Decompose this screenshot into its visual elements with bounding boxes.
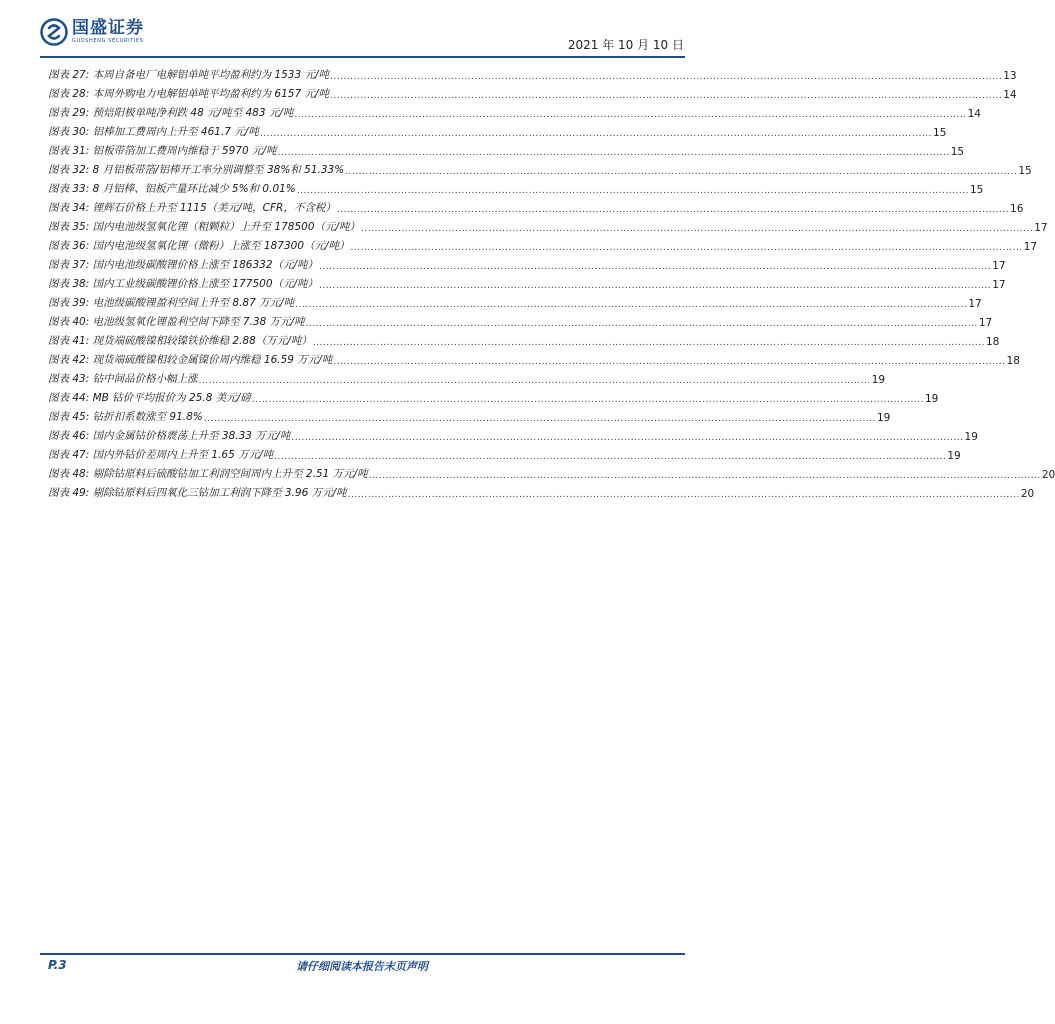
toc-entry-title[interactable]: 图表 34: 锂辉石价格上升至 1115（美元/吨，CFR，不含税） xyxy=(48,202,336,214)
brand-logo-icon xyxy=(40,18,68,46)
brand-name-en: GUOSHENG SECURITIES xyxy=(72,38,144,44)
toc-entry-title[interactable]: 图表 47: 国内外钴价差周内上升至 1.65 万元/吨 xyxy=(48,449,274,461)
toc-leader-dots: ........................................................................................................................................................................................................ xyxy=(345,167,1018,177)
toc-leader-dots: ........................................................................................................................................................................................................ xyxy=(294,110,967,120)
toc-leader-dots: ........................................................................................................................................................................................................ xyxy=(347,490,1020,500)
toc-leader-dots: ........................................................................................................................................................................................................ xyxy=(330,72,1003,82)
toc-leader-dots: ........................................................................................................................................................................................................ xyxy=(251,395,924,405)
toc-entry-title[interactable]: 图表 48: 剔除钴原料后硫酸钴加工利润空间周内上升至 2.51 万元/吨 xyxy=(48,468,368,480)
toc-entry-title[interactable]: 图表 30: 铝棒加工费周内上升至 461.7 元/吨 xyxy=(48,126,259,138)
toc-entry[interactable] xyxy=(48,462,1055,481)
toc-entry-page[interactable]: 17 xyxy=(992,279,1006,291)
brand-logo xyxy=(40,18,144,46)
toc-entry[interactable] xyxy=(48,386,939,405)
report-date: 2021 年 10 月 10 日 xyxy=(567,38,684,52)
toc-leader-dots: ........................................................................................................................................................................................................ xyxy=(330,91,1003,101)
toc-entry-title[interactable]: 图表 29: 预焙阳极单吨净利跌 48 元/吨至 483 元/吨 xyxy=(48,107,294,119)
header-divider xyxy=(40,56,685,58)
toc-entry-page[interactable]: 19 xyxy=(876,412,891,424)
toc-entry[interactable] xyxy=(48,443,961,462)
toc-entry-page[interactable]: 17 xyxy=(1034,222,1048,234)
toc-entry-title[interactable]: 图表 32: 8 月铝板带箔/铝棒开工率分别调整至 38%和 51.33% xyxy=(48,164,345,176)
toc-leader-dots: ........................................................................................................................................................................................................ xyxy=(319,262,992,272)
toc-entry-page[interactable]: 15 xyxy=(1018,165,1032,177)
page-number: P.3 xyxy=(48,958,67,972)
toc-entry-page[interactable]: 18 xyxy=(986,336,1000,348)
toc-entry-page[interactable]: 19 xyxy=(924,393,939,405)
toc-entry-title[interactable]: 图表 43: 钴中间品价格小幅上涨 xyxy=(48,373,198,385)
toc-entry-page[interactable]: 14 xyxy=(967,108,981,120)
toc-entry-title[interactable]: 图表 39: 电池级碳酸锂盈利空间上升至 8.87 万元/吨 xyxy=(48,297,295,309)
toc-entry[interactable] xyxy=(48,405,891,424)
toc-entry-title[interactable]: 图表 46: 国内金属钴价格震荡上升至 38.33 万元/吨 xyxy=(48,430,291,442)
toc-entry[interactable] xyxy=(48,101,981,120)
toc-entry-page[interactable]: 19 xyxy=(871,374,886,386)
toc-entry[interactable] xyxy=(48,367,886,386)
page-header xyxy=(40,18,690,58)
toc-entry[interactable] xyxy=(48,424,978,443)
toc-entry[interactable] xyxy=(48,158,1032,177)
toc-entry-page[interactable]: 13 xyxy=(1003,70,1017,82)
toc-entry-title[interactable]: 图表 49: 剔除钴原料后四氧化三钴加工利润下降至 3.96 万元/吨 xyxy=(48,487,347,499)
toc-entry-page[interactable]: 15 xyxy=(933,127,947,139)
toc-entry-title[interactable]: 图表 44: MB 钴价平均报价为 25.8 美元/磅 xyxy=(48,392,251,404)
toc-entry-page[interactable]: 20 xyxy=(1020,488,1035,500)
toc-entry-title[interactable]: 图表 33: 8 月铝棒、铝板产量环比减少 5%和 0.01% xyxy=(48,183,296,195)
toc-entry[interactable] xyxy=(48,348,1020,367)
toc-entry-title[interactable]: 图表 37: 国内电池级碳酸锂价格上涨至 186332（元/吨） xyxy=(48,259,319,271)
toc-entry-title[interactable]: 图表 35: 国内电池级氢氧化锂（粗颗粒）上升至 178500（元/吨） xyxy=(48,221,361,233)
toc-entry-page[interactable]: 19 xyxy=(947,450,961,462)
toc-entry[interactable] xyxy=(48,177,984,196)
toc-leader-dots: ........................................................................................................................................................................................................ xyxy=(203,414,876,424)
toc-entry[interactable] xyxy=(48,329,1000,348)
toc-entry-title[interactable]: 图表 38: 国内工业级碳酸锂价格上涨至 177500（元/吨） xyxy=(48,278,319,290)
toc-entry[interactable] xyxy=(48,196,1024,215)
toc-entry-page[interactable]: 15 xyxy=(950,146,965,158)
toc-leader-dots: ........................................................................................................................................................................................................ xyxy=(350,243,1023,253)
toc-entry-title[interactable]: 图表 27: 本周自备电厂电解铝单吨平均盈利约为 1533 元/吨 xyxy=(48,69,330,81)
footer-divider xyxy=(40,953,685,955)
toc-entry[interactable] xyxy=(48,215,1048,234)
toc-entry[interactable] xyxy=(48,120,947,139)
toc-leader-dots: ........................................................................................................................................................................................................ xyxy=(319,281,992,291)
toc-entry-title[interactable]: 图表 31: 铝板带箔加工费周内维稳于 5970 元/吨 xyxy=(48,145,277,157)
toc-entry[interactable] xyxy=(48,139,965,158)
toc-entry-page[interactable]: 18 xyxy=(1006,355,1020,367)
toc-entry[interactable] xyxy=(48,234,1038,253)
toc-leader-dots: ........................................................................................................................................................................................................ xyxy=(368,471,1041,481)
toc-entry[interactable] xyxy=(48,82,1017,101)
toc-leader-dots: ........................................................................................................................................................................................................ xyxy=(274,452,947,462)
toc-entry-page[interactable]: 15 xyxy=(969,184,984,196)
toc-entry[interactable] xyxy=(48,481,1035,500)
toc-entry-page[interactable]: 17 xyxy=(992,260,1006,272)
toc-leader-dots: ........................................................................................................................................................................................................ xyxy=(336,205,1010,215)
toc-entry[interactable] xyxy=(48,310,993,329)
toc-entry-page[interactable]: 17 xyxy=(978,317,993,329)
toc-leader-dots: ........................................................................................................................................................................................................ xyxy=(295,300,968,310)
toc-leader-dots: ........................................................................................................................................................................................................ xyxy=(198,376,871,386)
toc-leader-dots: ........................................................................................................................................................................................................ xyxy=(333,357,1006,367)
toc-entry-title[interactable]: 图表 41: 现货端硫酸镍相较镍铁价维稳 2.88（万元/吨） xyxy=(48,335,312,347)
toc-leader-dots: ........................................................................................................................................................................................................ xyxy=(259,129,933,139)
toc-leader-dots: ........................................................................................................................................................................................................ xyxy=(312,338,985,348)
toc-entry-page[interactable]: 14 xyxy=(1003,89,1017,101)
toc-entry[interactable] xyxy=(48,63,1017,82)
brand-name-cn: 国盛证券 xyxy=(72,18,144,38)
toc-entry-title[interactable]: 图表 40: 电池级氢氧化锂盈利空间下降至 7.38 万元/吨 xyxy=(48,316,305,328)
toc-entry-title[interactable]: 图表 28: 本周外购电力电解铝单吨平均盈利约为 6157 元/吨 xyxy=(48,88,330,100)
toc-leader-dots: ........................................................................................................................................................................................................ xyxy=(277,148,950,158)
table-of-figures xyxy=(48,63,1055,500)
toc-entry-page[interactable]: 16 xyxy=(1010,203,1024,215)
toc-entry-page[interactable]: 19 xyxy=(964,431,978,443)
toc-leader-dots: ........................................................................................................................................................................................................ xyxy=(361,224,1034,234)
toc-entry-page[interactable]: 20 xyxy=(1041,469,1055,481)
toc-entry-title[interactable]: 图表 42: 现货端硫酸镍相较金属镍价周内维稳 16.59 万元/吨 xyxy=(48,354,333,366)
toc-entry-title[interactable]: 图表 45: 钴折扣系数涨至 91.8% xyxy=(48,411,203,423)
toc-entry-title[interactable]: 图表 36: 国内电池级氢氧化锂（微粉）上涨至 187300（元/吨） xyxy=(48,240,350,252)
disclaimer-note: 请仔细阅读本报告末页声明 xyxy=(296,960,428,973)
toc-leader-dots: ........................................................................................................................................................................................................ xyxy=(296,186,969,196)
toc-leader-dots: ........................................................................................................................................................................................................ xyxy=(305,319,978,329)
toc-entry-page[interactable]: 17 xyxy=(1023,241,1038,253)
toc-entry[interactable] xyxy=(48,291,982,310)
toc-entry-page[interactable]: 17 xyxy=(968,298,982,310)
toc-leader-dots: ........................................................................................................................................................................................................ xyxy=(291,433,964,443)
toc-entry[interactable] xyxy=(48,272,1006,291)
toc-entry[interactable] xyxy=(48,253,1006,272)
